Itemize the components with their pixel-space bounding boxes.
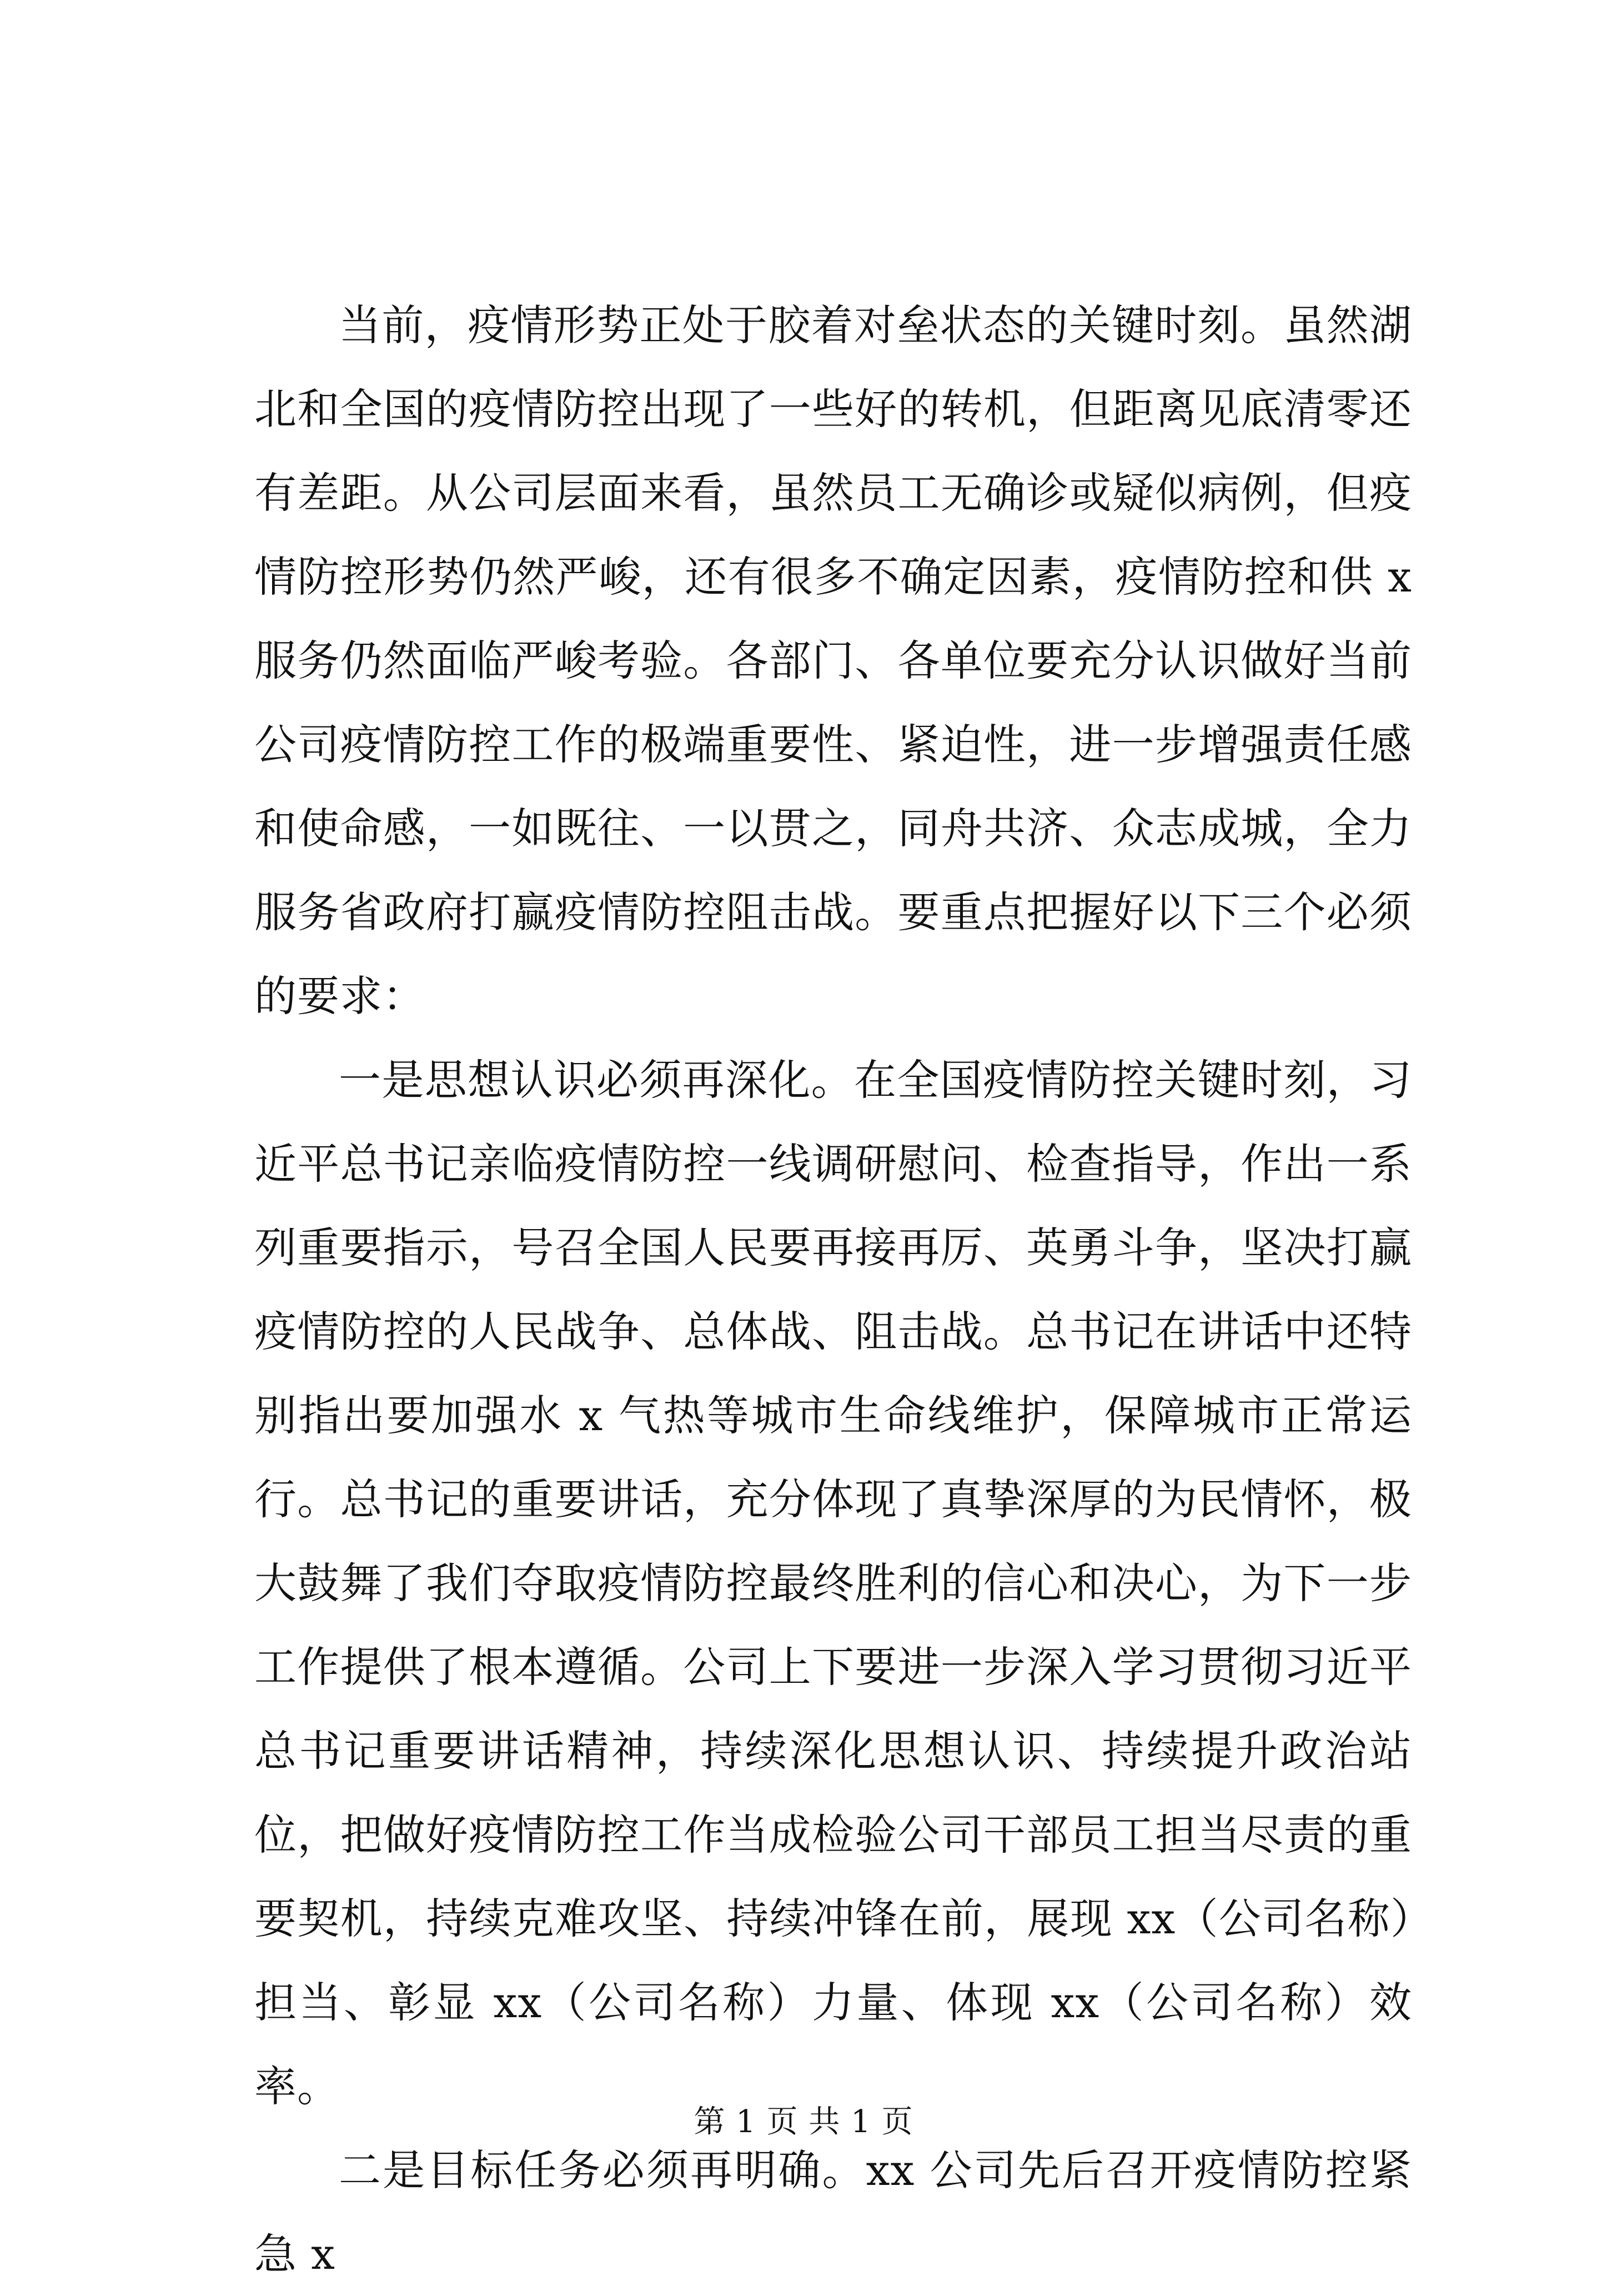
paragraph-situation: 当前，疫情形势正处于胶着对垒状态的关键时刻。虽然湖北和全国的疫情防控出现了一些好的转机，但距离见底清零还有差距。从公司层面来看，虽然员工无确诊或疑似病例，但疫情防控形势仍然严峻，还有很多不确定因素，疫情防控和供 x 服务仍然面临严峻考验。各部门、各单位要充分认识做好当前公司疫情防控工作的极端重要性、紧迫性，进一步增强责任感和使命感，一如既往、一以贯之，同舟共济、众志成城，全力服务省政府打赢疫情防控阻击战。要重点把握好以下三个必须的要求：: [254, 300, 1412, 1021]
page-footer: 第 1 页 共 1 页: [694, 2104, 913, 2140]
paragraph-point-two: 二是目标任务必须再明确。xx 公司先后召开疫情防控紧急 x: [254, 2145, 1412, 2279]
paragraph-point-one: 一是思想认识必须再深化。在全国疫情防控关键时刻，习近平总书记亲临疫情防控一线调研慰问、检查指导，作出一系列重要指示，号召全国人民要再接再厉、英勇斗争，坚决打赢疫情防控的人民战争、总体战、阻击战。总书记在讲话中还特别指出要加强水 x 气热等城市生命线维护，保障城市正常运行。总书记的重要讲话，充分体现了真挚深厚的为民情怀，极大鼓舞了我们夺取疫情防控最终胜利的信心和决心，为下一步工作提供了根本遵循。公司上下要进一步深入学习贯彻习近平总书记重要讲话精神，持续深化思想认识、持续提升政治站位，把做好疫情防控工作当成检验公司干部员工担当尽责的重要契机，持续克难攻坚、持续冲锋在前，展现 xx（公司名称）担当、彰显 xx（公司名称）力量、体现 xx（公司名称）效率。: [254, 1055, 1412, 2111]
document-body: [254, 283, 1412, 2296]
